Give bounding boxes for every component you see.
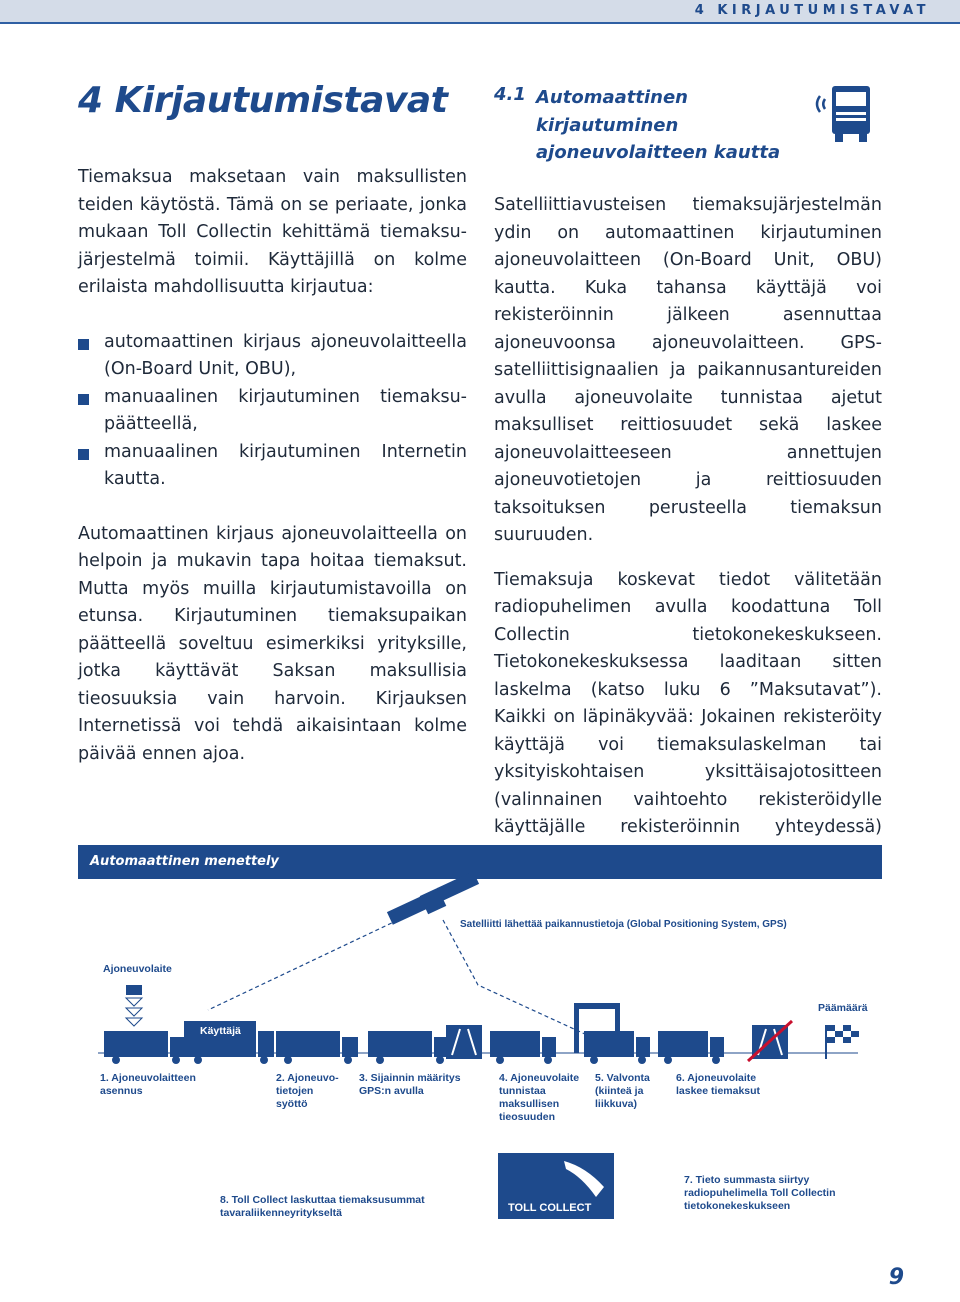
left-column (78, 164, 467, 768)
running-title: 4 KIRJAUTUMISTAVAT (694, 3, 930, 18)
step-label: 3. Sijainnin määritys GPS:n avulla (359, 1072, 461, 1097)
highway-end-sign-icon (748, 1021, 792, 1061)
intro-paragraph: Tiemaksua maksetaan vain maksullisten teiden käytöstä. Tämä on se periaate, jonka mukaan Toll Collectin kehittämä tiemaksu-järjestelmä toimii. Käyttäjillä on kolme erilaista mahdollisuutta kirjautua: (78, 167, 467, 297)
truck-icon (658, 1031, 724, 1064)
vehicle-unit-label: Ajoneuvolaite (103, 963, 172, 975)
list-item: manuaalinen kirjautuminen tiemaksu-päätteellä, (78, 384, 467, 439)
step-label: 1. Ajoneuvolaitteen asennus (100, 1072, 196, 1097)
user-label: Käyttäjä (200, 1025, 241, 1037)
page-number: 9 (888, 1265, 904, 1290)
checkered-flag-icon (826, 1025, 859, 1059)
body-paragraph: Tiemaksuja koskevat tiedot välitetään radiopuhelimen avulla koodattuna Toll Collectin tietokonekeskukseen. Tietokonekeskuksessa laaditaan sitten laskelma (katso luku 6 ”Maksutavat”). Kaikki on läpinäkyvää: Jokainen rekisteröity käyttäjä voi tiemaksulaskelman tai yksityiskohtaisen yksittäisajotositteen (valinnainen vaihtoehto rekisteröidylle käyttäjälle rekisteröinnin yhteydessä) (494, 569, 882, 837)
truck-icon (276, 1031, 358, 1064)
list-item: automaattinen kirjaus ajoneuvolaitteella (On-Board Unit, OBU), (78, 329, 467, 384)
right-column (494, 192, 882, 869)
running-header (0, 0, 960, 22)
highway-sign-icon (446, 1025, 482, 1059)
step-label: 8. Toll Collect laskuttaa tiemaksusummat tavaraliikenneyritykseltä (220, 1194, 425, 1219)
truck-signal-icon (810, 82, 874, 146)
page-title: 4 Kirjautumistavat (78, 80, 448, 121)
satellite-icon (387, 871, 479, 925)
truck-icon (104, 1031, 186, 1064)
destination-label: Päämäärä (818, 1002, 868, 1014)
section-title: Automaattinen kirjautuminen ajoneuvolaitteen kautta (536, 87, 781, 163)
step-label: 5. Valvonta (kiinteä ja liikkuva) (595, 1072, 650, 1110)
svg-text:TOLL COLLECT: TOLL COLLECT (508, 1202, 592, 1214)
download-arrows-icon (126, 998, 142, 1026)
step-label: 2. Ajoneuvo-tietojen syöttö (276, 1072, 339, 1110)
truck-icon (584, 1031, 650, 1064)
truck-icon (490, 1031, 556, 1064)
diagram-header: Automaattinen menettely (78, 845, 882, 879)
step-label: 4. Ajoneuvolaite tunnistaa maksullisen tieosuuden (499, 1072, 580, 1123)
satellite-label: Satelliitti lähettää paikannustietoja (Global Positioning System, GPS) (460, 919, 787, 930)
body-paragraph: Automaattinen kirjaus ajoneuvolaitteella on helpoin ja mukavin tapa hoitaa tiemaksut. Mutta myös muilla kirjautumistavoilla on etunsa. Kirjautuminen tiemaksupaikan päätteellä soveltuu esimerkiksi yrityksille, jotka käyttävät Saksan maksullisia tieosuuksia vain harvoin. Kirjauksen Internetissä voi tehdä aikaisintaan kolme päivää ennen ajoa. (78, 523, 467, 764)
truck-icon (368, 1031, 450, 1064)
section-number: 4.1 (494, 84, 526, 105)
process-diagram (78, 845, 882, 1219)
list-item: manuaalinen kirjautuminen Internetin kautta. (78, 439, 467, 494)
step-label: 7. Tieto summasta siirtyy radiopuhelimella Toll Collectin tietokonekeskukseen (684, 1174, 836, 1212)
signal-line (208, 920, 398, 1010)
bullet-list (78, 329, 467, 494)
square-bullet-icon (78, 449, 89, 460)
square-bullet-icon (78, 339, 89, 350)
obu-icon (126, 985, 142, 995)
square-bullet-icon (78, 394, 89, 405)
toll-collect-logo (498, 1153, 614, 1219)
body-paragraph: Satelliittiavusteisen tiemaksujärjestelmän ydin on automaattinen kirjautuminen ajoneuvolaitteen (On-Board Unit, OBU) kautta. Kuka tahansa käyttäjä voi rekisteröinnin jälkeen asennuttaa ajoneuvoonsa ajoneuvolaitteen. GPS-satelliittisignaalien ja paikannusantureiden avulla ajoneuvolaite tunnistaa ajetut maksulliset reittiosuudet sekä laskee ajoneuvolaitteeseen annettujen ajoneuvotietojen ja reittiosuuden taksoituksen perusteella tiemaksun suuruuden. (494, 195, 882, 545)
header-rule (0, 22, 960, 24)
step-label: 6. Ajoneuvolaite laskee tiemaksut (676, 1072, 761, 1097)
